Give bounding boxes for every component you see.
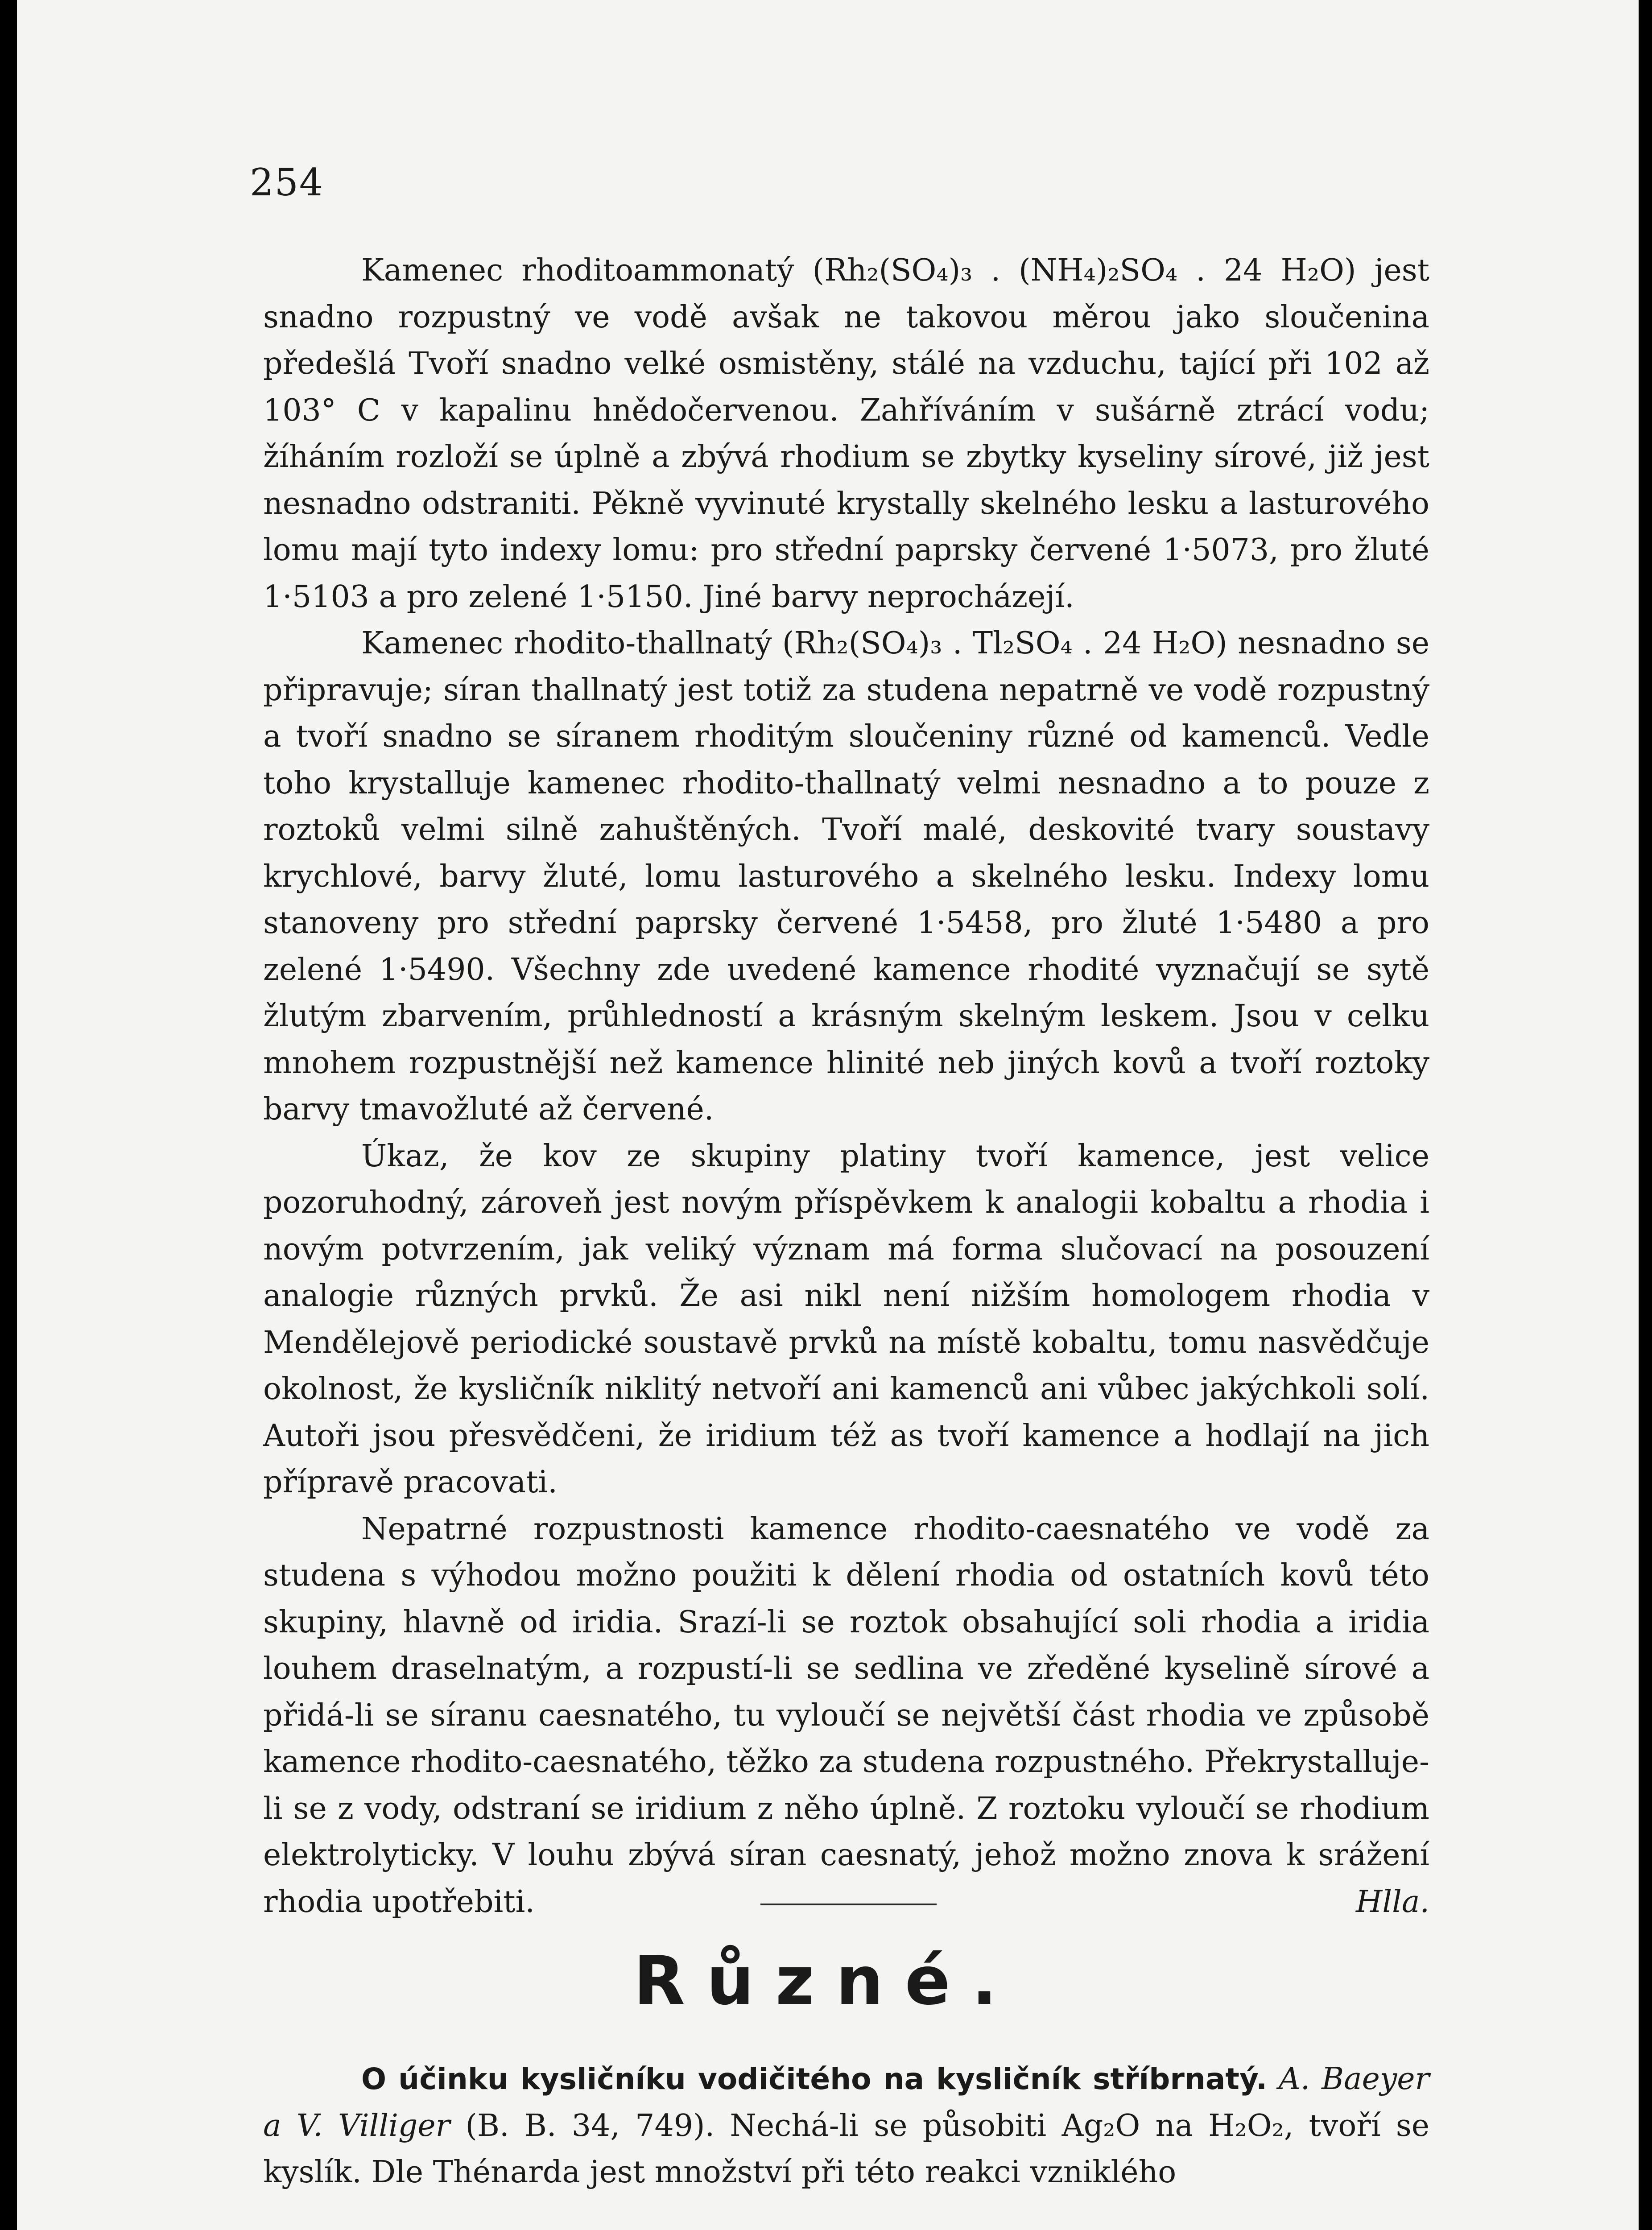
paragraph-rhodito-thallium-alum: Kamenec rhodito-thallnatý (Rh₂(SO₄)₃ . Tl₂SO₄ . 24 H₂O) nesnadno se připravuje; síran thallnatý jest totiž za studena nepatrně ve vodě rozpustný a tvoří snadno se síranem rhoditým sloučeniny různé od kamenců. Vedle toho krystalluje kamenec rhodito-thallnatý velmi nesnadno a to pouze z roztoků velmi silně zahuštěných. Tvoří malé, deskovité tvary soustavy krychlové, barvy žluté, lomu lasturového a skelného lesku. Indexy lomu stanoveny pro střední paprsky červené 1·5458, pro žluté 1·5480 a pro zelené 1·5490. Všechny zde uvedené kamence rhodité vyznačují se sytě žlutým zbarvením, průhledností a krásným skelným leskem. Jsou v celku mnohem rozpustnější než kamence hlinité neb jiných kovů a tvoří roztoky barvy tmavožluté až červené. bbox=[263, 626, 1429, 1127]
article-reference: (B. B. 34, 749). bbox=[465, 2108, 715, 2143]
section-title: Různé. bbox=[633, 1942, 1019, 2020]
paragraph-rhodito-ammonium-alum: Kamenec rhoditoammonatý (Rh₂(SO₄)₃ . (NH₄)₂SO₄ . 24 H₂O) jest snadno rozpustný ve vodě avšak ne takovou měrou jako sloučenina předešlá Tvoří snadno velké osmistěny, stálé na vzduchu, tající při 102 až 103° C v kapalinu hnědočervenou. Zahříváním v sušárně ztrácí vodu; žíháním rozloží se úplně a zbývá rhodium se zbytky kyseliny sírové, již jest nesnadno odstraniti. Pěkně vyvinuté krystally skelného lesku a lasturového lomu mají tyto indexy lomu: pro střední paprsky červené 1·5073, pro žluté 1·5103 a pro zelené 1·5150. Jiné barvy neprocházejí. bbox=[263, 253, 1429, 615]
author-signature: Hlla. bbox=[1356, 1884, 1429, 1920]
scan-border-right bbox=[1639, 0, 1652, 2230]
article-body: Nechá-li se působiti Ag₂O na H₂O₂, tvoří se kyslík. Dle Thénarda jest množství při této reakci vzniklého bbox=[263, 2108, 1429, 2190]
scan-border-left bbox=[0, 0, 17, 2230]
article-paragraph bbox=[263, 2056, 1429, 2196]
paragraph-rhodito-caesium-alum: Nepatrné rozpustnosti kamence rhodito-caesnatého ve vodě za studena s výhodou možno použiti k dělení rhodia od ostatních kovů této skupiny, hlavně od iridia. Srazí-li se roztok obsahující soli rhodia a iridia louhem draselnatým, a rozpustí-li se sedlina ve zředěné kyselině sírové a přidá-li se síranu caesnatého, tu vyloučí se největší část rhodia ve způsobě kamence rhodito-caesnatého, těžko za studena rozpustného. Překrystalluje-li se z vody, odstraní se iridium z něho úplně. Z roztoku vyloučí se rhodium elektrolyticky. V louhu zbývá síran caesnatý, jehož možno znova k srážení rhodia upotřebiti. bbox=[263, 1511, 1429, 1920]
page-number: 254 bbox=[250, 161, 324, 204]
article-authors: A. Baeyer a V. Villiger bbox=[263, 2061, 1430, 2143]
article-title: O účinku kysličníku vodičitého na kysličník stříbrnatý. bbox=[361, 2062, 1268, 2096]
main-text bbox=[263, 248, 1429, 1925]
paragraph-platinum-group-alums: Úkaz, že kov ze skupiny platiny tvoří kamence, jest velice pozoruhodný, zároveň jest novým příspěvkem k analogii kobaltu a rhodia i novým potvrzením, jak veliký význam má forma slučovací na posouzení analogie různých prvků. Že asi nikl není nižším homologem rhodia v Mendělejově periodické soustavě prvků na místě kobaltu, tomu nasvědčuje okolnost, že kysličník niklitý netvoří ani kamenců ani vůbec jakýchkoli solí. Autoři jsou přesvědčeni, že iridium též as tvoří kamence a hodlají na jich přípravě pracovati. bbox=[263, 1138, 1429, 1500]
article bbox=[263, 2056, 1429, 2196]
section-divider bbox=[760, 1904, 937, 1905]
